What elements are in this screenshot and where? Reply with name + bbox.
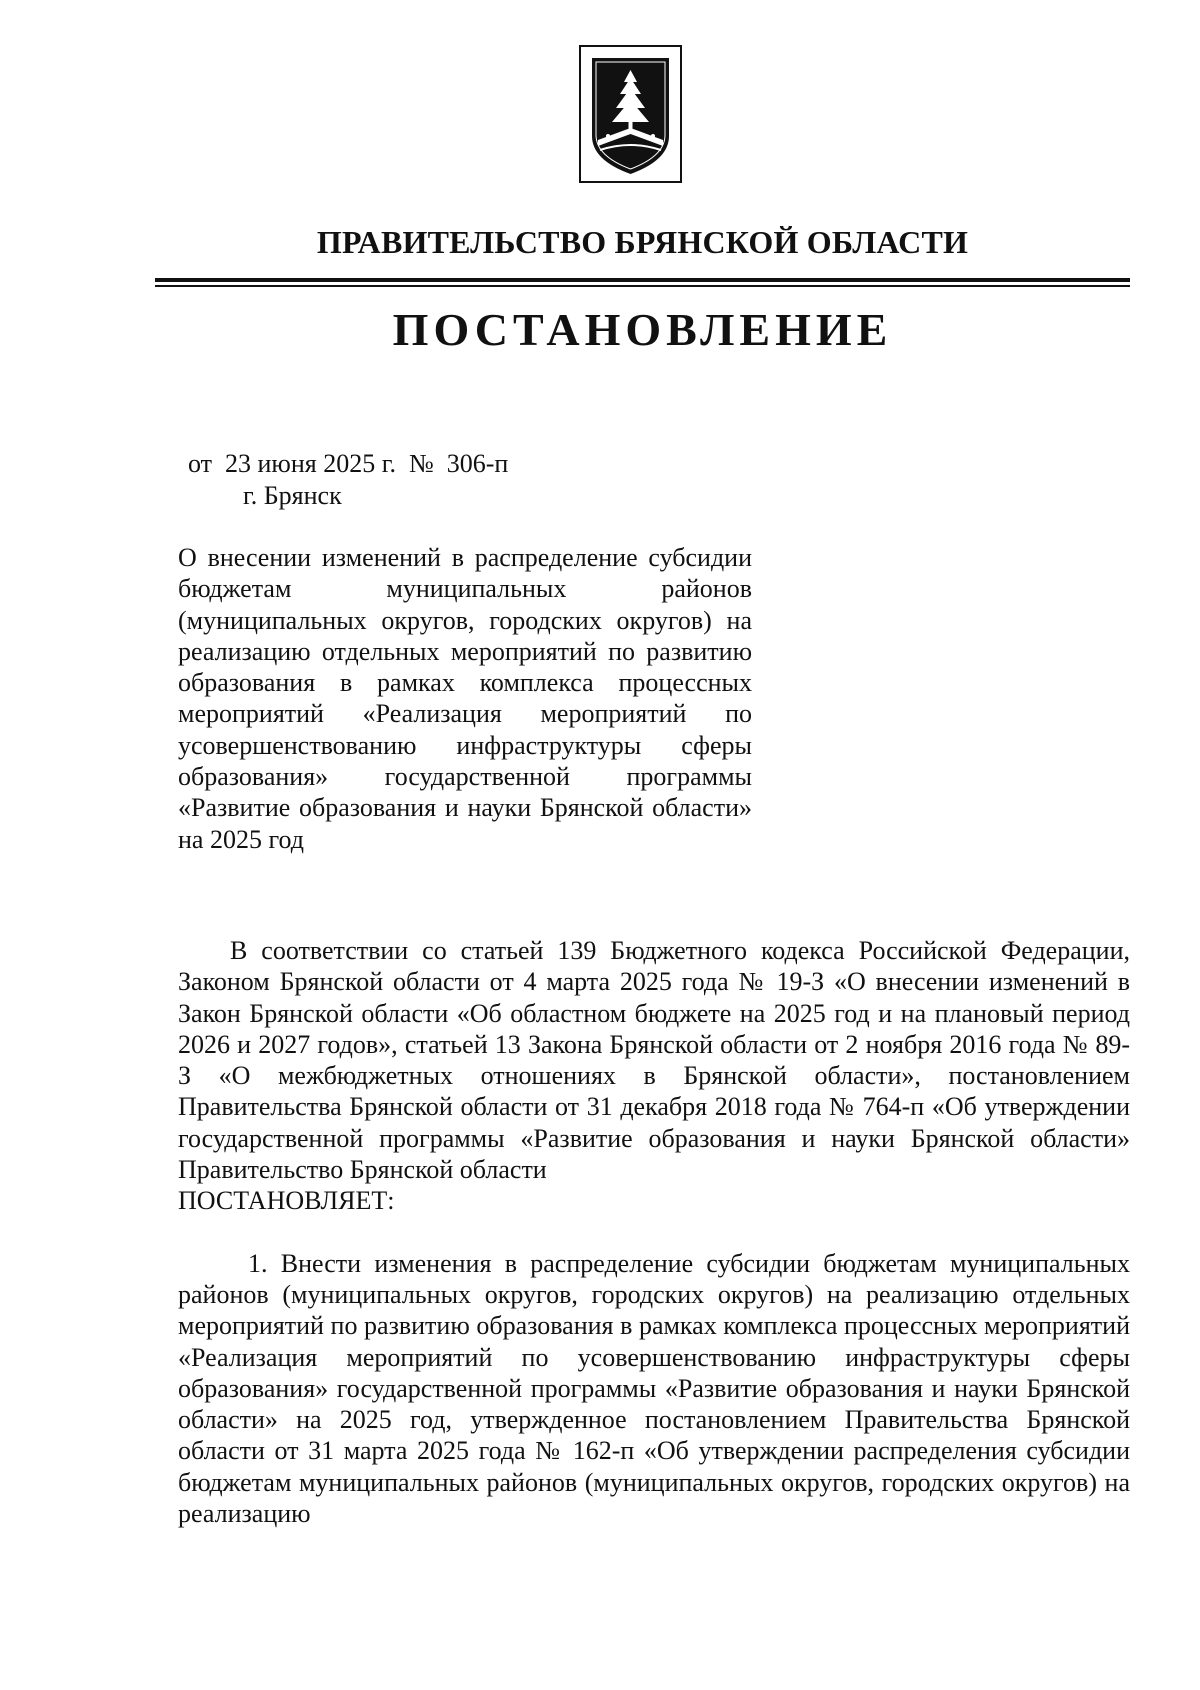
government-title: ПРАВИТЕЛЬСТВО БРЯНСКОЙ ОБЛАСТИ <box>316 224 969 260</box>
city: г. Брянск <box>243 481 342 510</box>
coat-of-arms-icon <box>578 44 683 184</box>
header-divider-thick <box>155 278 1130 282</box>
header-divider-thin <box>155 285 1130 287</box>
document-type-title: ПОСТАНОВЛЕНИЕ <box>392 304 893 355</box>
document-subject: О внесении изменений в распределение субсидии бюджетам муниципальных районов (муниципальных округов, городских округов) на реализацию отдельных мероприятий по развитию образования в рамках комплекса процессных мероприятий «Реализация мероприятий по усовершенствованию инфраструктуры сферы образования» государственной программы «Развитие образования и науки Брянской области» на 2025 год <box>178 543 752 854</box>
paragraph-1: 1. Внести изменения в распределение субсидии бюджетам муниципальных районов (муниципальных округов, городских округов) на реализацию отдельных мероприятий по развитию образования в рамках комплекса процессных мероприятий «Реализация мероприятий по усовершенствованию инфраструктуры сферы образования» государственной программы «Развитие образования и науки Брянской области» на 2025 год, утвержденное постановлением Правительства Брянской области от 31 марта 2025 года № 162-п «Об утверждении распределения субсидии бюджетам муниципальных районов (муниципальных округов, городских округов) на реализацию <box>178 1248 1130 1529</box>
document-body <box>178 935 1130 1529</box>
preamble-paragraph: В соответствии со статьей 139 Бюджетного кодекса Российской Федерации, Законом Брянской области от 4 марта 2025 года № 19-З «О внесении изменений в Закон Брянской области «Об областном бюджете на 2025 год и на плановый период 2026 и 2027 годов», статьей 13 Закона Брянской области от 2 ноября 2016 года № 89-З «О межбюджетных отношениях в Брянской области», постановлением Правительства Брянской области от 31 декабря 2018 года № 764-п «Об утверждении государственной программы «Развитие образования и науки Брянской области» Правительство Брянской области <box>178 936 1130 1185</box>
decree-word: ПОСТАНОВЛЯЕТ: <box>178 1186 395 1216</box>
date-and-number: от 23 июня 2025 г. № 306-п <box>188 449 509 478</box>
